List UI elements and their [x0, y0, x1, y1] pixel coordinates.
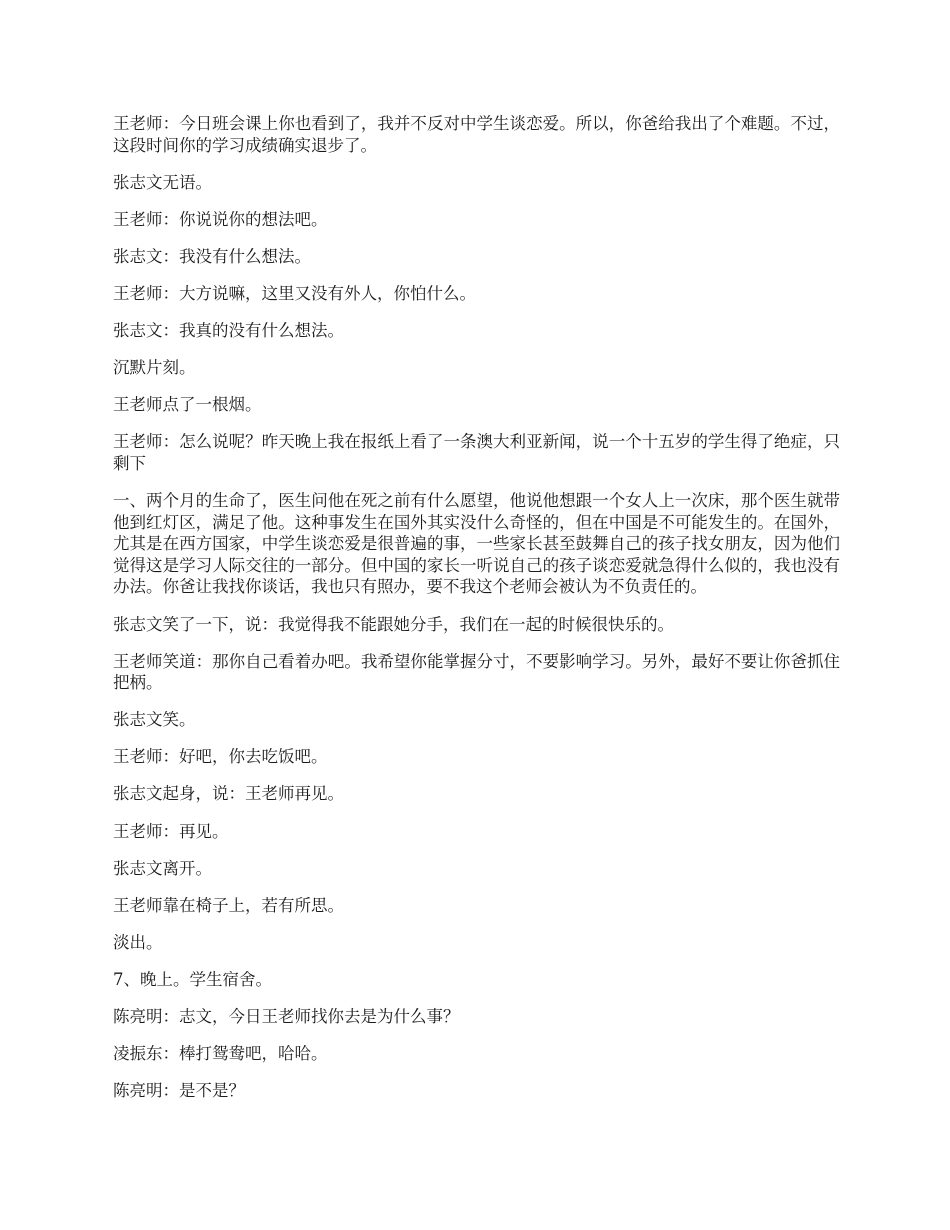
paragraph: 沉默片刻。 [113, 358, 196, 378]
paragraph: 淡出。 [113, 932, 163, 952]
paragraph: 张志文：我真的没有什么想法。 [113, 321, 344, 341]
paragraph: 陈亮明：志文，今日王老师找你去是为什么事？ [113, 1007, 460, 1027]
paragraph: 王老师：怎么说呢？昨天晚上我在报纸上看了一条澳大利亚新闻，说一个十五岁的学生得了绝症，只剩下 [113, 432, 840, 473]
paragraph: 张志文笑。 [113, 710, 196, 730]
paragraph: 张志文离开。 [113, 858, 212, 878]
paragraph: 陈亮明：是不是？ [113, 1081, 245, 1101]
paragraph: 凌振东：棒打鸳鸯吧，哈哈。 [113, 1044, 328, 1064]
paragraph: 一、两个月的生命了，医生问他在死之前有什么愿望，他说他想跟一个女人上一次床，那个医生就带他到红灯区，满足了他。这种事发生在国外其实没什么奇怪的，但在中国是不可能发生的。在国外，尤其是在西方国家，中学生谈恋爱是很普遍的事，一些家长甚至鼓舞自己的孩子找女朋友，因为他们觉得这是学习人际交往的一部分。但中国的家长一听说自己的孩子谈恋爱就急得什么似的，我也没有办法。你爸让我找你谈话，我也只有照办，要不我这个老师会被认为不负责任的。 [113, 491, 840, 597]
paragraph: 王老师：今日班会课上你也看到了，我并不反对中学生谈恋爱。所以，你爸给我出了个难题。不过，这段时间你的学习成绩确实退步了。 [113, 114, 840, 155]
paragraph: 王老师靠在椅子上，若有所思。 [113, 895, 344, 915]
paragraph: 7、晚上。学生宿舍。 [113, 969, 272, 989]
paragraph: 王老师：你说说你的想法吧。 [113, 209, 328, 229]
document-page [113, 113, 840, 1117]
paragraph: 王老师点了一根烟。 [113, 395, 262, 415]
paragraph: 王老师：好吧，你去吃饭吧。 [113, 747, 328, 767]
paragraph: 王老师：大方说嘛，这里又没有外人，你怕什么。 [113, 283, 476, 303]
paragraph: 王老师：再见。 [113, 821, 229, 841]
paragraph: 张志文：我没有什么想法。 [113, 246, 311, 266]
paragraph: 张志文笑了一下，说：我觉得我不能跟她分手，我们在一起的时候很快乐的。 [113, 614, 674, 634]
paragraph: 张志文起身，说：王老师再见。 [113, 784, 344, 804]
paragraph: 张志文无语。 [113, 172, 212, 192]
paragraph: 王老师笑道：那你自己看着办吧。我希望你能掌握分寸，不要影响学习。另外，最好不要让你爸抓住把柄。 [113, 651, 840, 693]
